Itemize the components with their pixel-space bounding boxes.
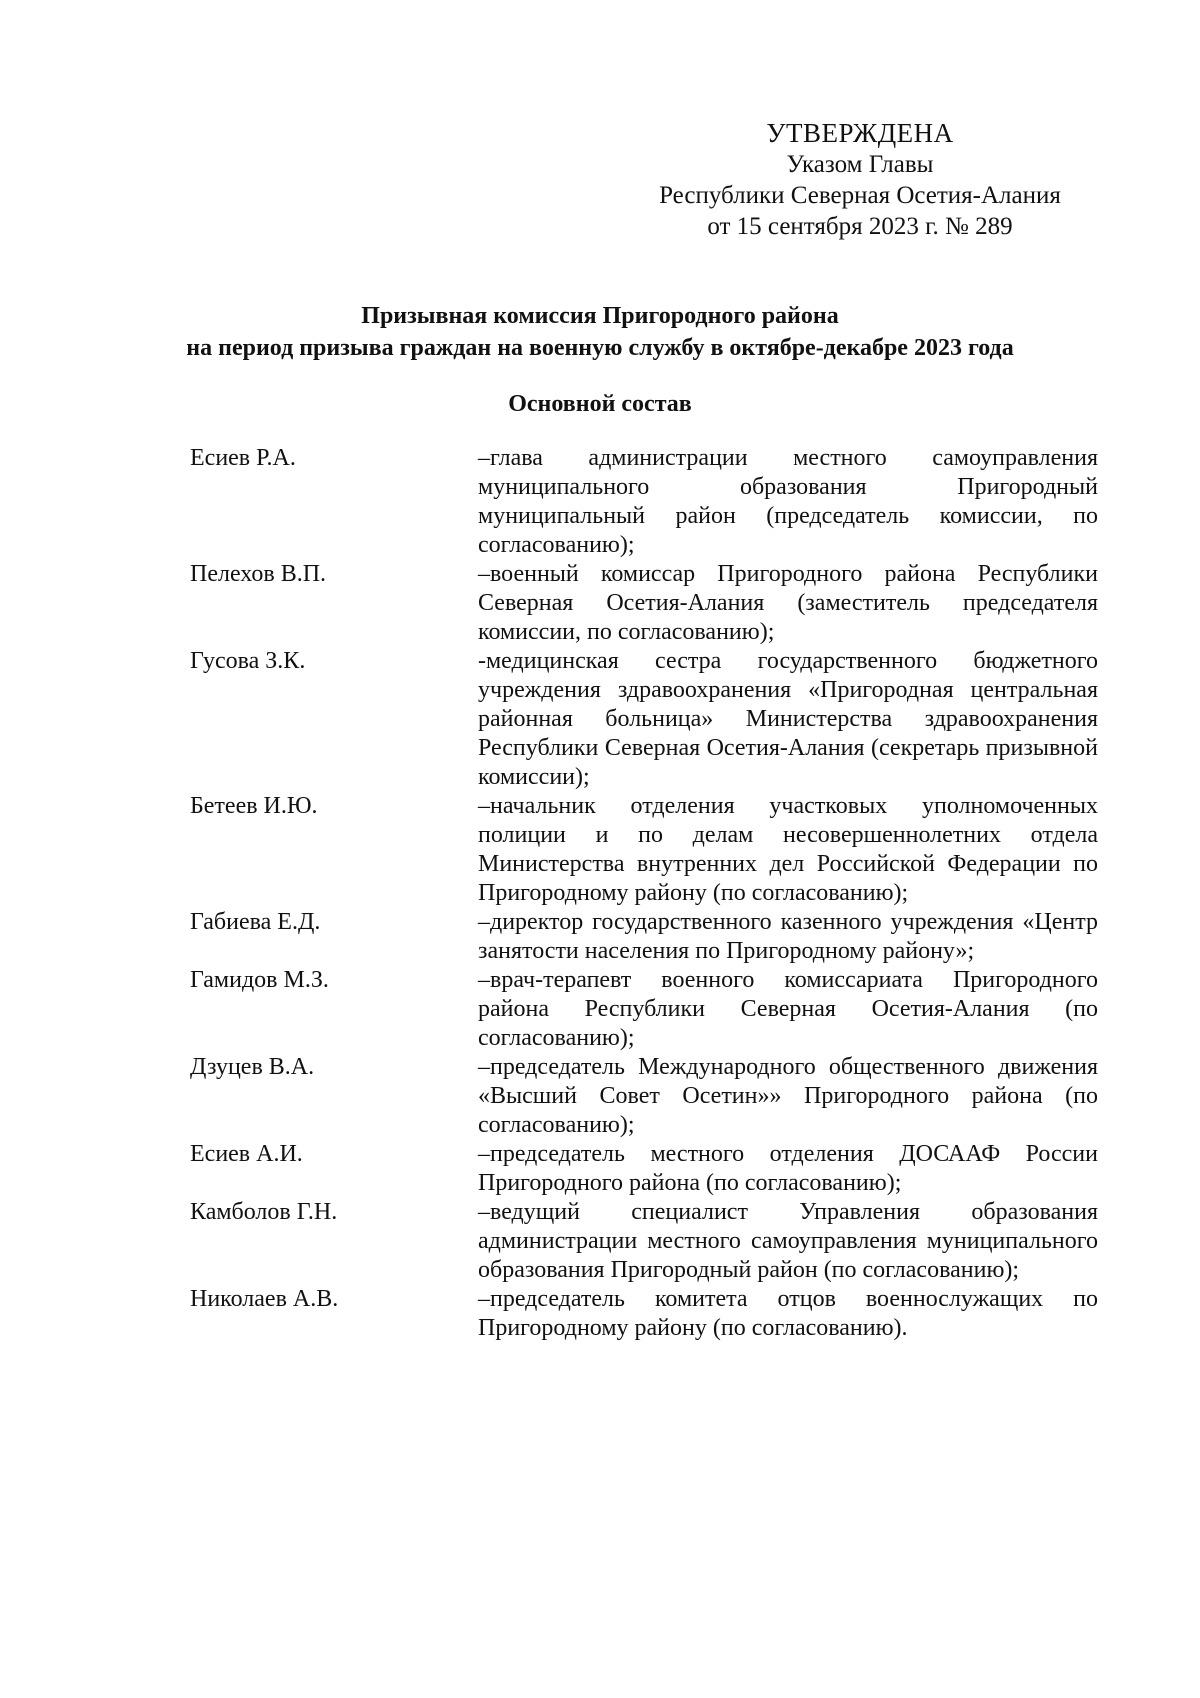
member-role: –врач-терапевт военного комиссариата Пригородного района Республики Северная Осетия-Алания (по согласованию); (478, 967, 1098, 1051)
member-name: Есиев Р.А. (190, 445, 296, 471)
member-name: Гусова З.К. (190, 648, 306, 674)
member-name: Камболов Г.Н. (190, 1199, 338, 1225)
member-name: Есиев А.И. (190, 1141, 303, 1167)
member-role: –председатель местного отделения ДОСААФ России Пригородного района (по согласованию); (478, 1141, 1098, 1196)
approval-title: УТВЕРЖДЕНА (766, 118, 954, 148)
section-title: Основной состав (508, 391, 692, 417)
member-name: Бетеев И.Ю. (190, 793, 318, 819)
approval-line-2: Республики Северная Осетия-Алания (659, 182, 1061, 209)
member-row (190, 966, 1098, 1053)
heading-line-2: на период призыва граждан на военную службу в октябре-декабре 2023 года (186, 335, 1014, 361)
member-row (190, 1053, 1098, 1140)
member-role: –глава администрации местного самоуправления муниципального образования Пригородный муниципальный район (председатель комиссии, по согласованию); (478, 445, 1098, 558)
member-row (190, 647, 1098, 792)
member-row (190, 908, 1098, 966)
member-role: –директор государственного казенного учреждения «Центр занятости населения по Пригородному району»; (478, 909, 1098, 964)
member-name: Николаев А.В. (190, 1286, 339, 1312)
member-role: -медицинская сестра государственного бюджетного учреждения здравоохранения «Пригородная центральная районная больница» Министерства здравоохранения Республики Северная Осетия-Алания (секретарь призывной комиссии); (478, 648, 1098, 790)
member-name: Дзуцев В.А. (190, 1054, 315, 1080)
member-name: Пелехов В.П. (190, 561, 327, 587)
member-role: –военный комиссар Пригородного района Республики Северная Осетия-Алания (заместитель председателя комиссии, по согласованию); (478, 561, 1098, 645)
member-row (190, 444, 1098, 560)
member-row (190, 792, 1098, 908)
heading-line-1: Призывная комиссия Пригородного района (361, 303, 839, 329)
member-name: Габиева Е.Д. (190, 909, 321, 935)
member-row (190, 1198, 1098, 1285)
members-list (190, 444, 1098, 1343)
approval-line-3: от 15 сентября 2023 г. № 289 (707, 213, 1013, 240)
member-role: –начальник отделения участковых уполномоченных полиции и по делам несовершеннолетних отдела Министерства внутренних дел Российской Федерации по Пригородному району (по согласованию); (478, 793, 1098, 906)
approval-line-1: Указом Главы (786, 151, 934, 178)
member-row (190, 1140, 1098, 1198)
member-role: –ведущий специалист Управления образования администрации местного самоуправления муниципального образования Пригородный район (по согласованию); (478, 1199, 1098, 1283)
member-name: Гамидов М.З. (190, 967, 329, 993)
member-role: –председатель комитета отцов военнослужащих по Пригородному району (по согласованию). (478, 1286, 1098, 1341)
approval-block (650, 118, 1070, 242)
member-role: –председатель Международного общественного движения «Высший Совет Осетин»» Пригородного района (по согласованию); (478, 1054, 1098, 1138)
document-heading (150, 300, 1050, 364)
member-row (190, 1285, 1098, 1343)
member-row (190, 560, 1098, 647)
